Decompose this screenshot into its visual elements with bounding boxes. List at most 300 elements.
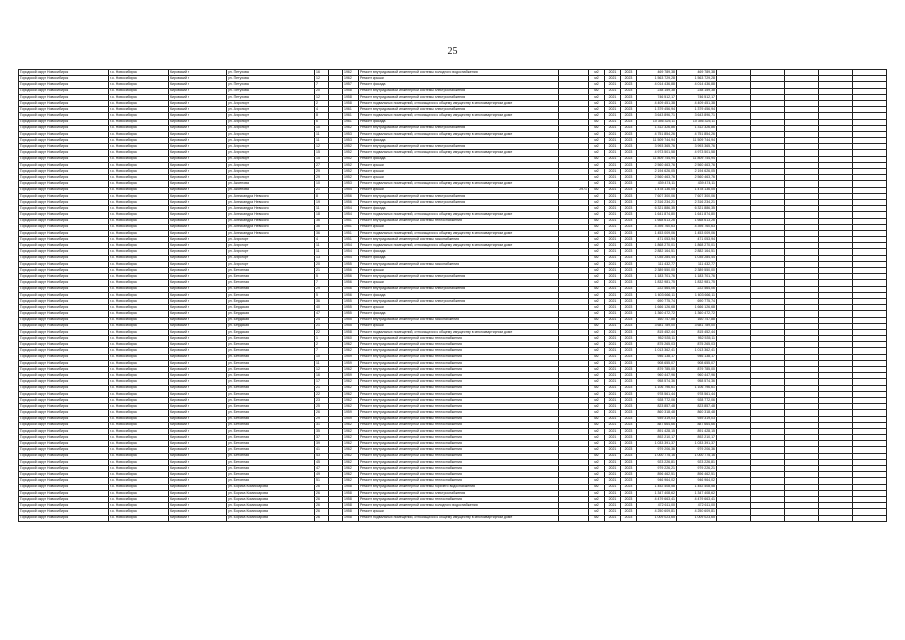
cell-total: 3 993 365,76 — [677, 144, 717, 150]
cell-region: Городской округ Новосибирск — [19, 175, 109, 181]
cell-total: 471 053,94 — [677, 237, 717, 243]
cell-work: Ремонт подвальных помещений, относящихся к общему имуществу в многоквартирном доме — [359, 113, 559, 119]
cell-end: 2023 — [621, 94, 637, 100]
cell-end: 2023 — [621, 348, 637, 354]
cell-unit: м2 — [589, 422, 605, 428]
cell-unit: м2 — [589, 428, 605, 434]
cell-start: 2021 — [605, 397, 621, 403]
cell-region: Городской округ Новосибирск — [19, 385, 109, 391]
cell-unit: м2 — [589, 100, 605, 106]
cell-city: г.о. Новосибирск — [109, 162, 169, 168]
cell-work: Ремонт внутридомовой инженерной системы электроснабжения — [359, 193, 559, 199]
cell-work: Ремонт внутридомовой инженерной системы газоснабжения — [359, 317, 559, 323]
cell-unit: м2 — [589, 416, 605, 422]
cell-year: 1956 — [343, 292, 359, 298]
cell-total: 2 316 234,21 — [677, 199, 717, 205]
cell-unit: м2 — [589, 379, 605, 385]
cell-street: ул. Петухова — [227, 88, 315, 94]
cell-start: 2021 — [605, 342, 621, 348]
cell-start: 2021 — [605, 391, 621, 397]
cell-start: 2021 — [605, 249, 621, 255]
cell-cost: 946 964,02 — [637, 478, 677, 484]
cell-district: Кировский г — [169, 472, 227, 478]
cell-street: ул. Бетонная — [227, 348, 315, 354]
cell-year: 1962 — [343, 453, 359, 459]
cell-total: 939 319,03 — [677, 416, 717, 422]
cell-city: г.о. Новосибирск — [109, 113, 169, 119]
cell-work: Ремонт внутридомовой инженерной системы теплоснабжения — [359, 428, 559, 434]
cell-district: Кировский г — [169, 169, 227, 175]
cell-house: 11 — [315, 243, 329, 249]
cell-cost: 1 868 270,01 — [637, 243, 677, 249]
cell-city: г.о. Новосибирск — [109, 100, 169, 106]
cell-house: 10 — [315, 125, 329, 131]
cell-district: Кировский г — [169, 261, 227, 267]
cell-house: 11 — [315, 131, 329, 137]
cell-house: 2 — [315, 342, 329, 348]
cell-year: 1962 — [343, 385, 359, 391]
cell-start: 2021 — [605, 385, 621, 391]
cell-total: 1 106 796,61 — [677, 385, 717, 391]
cell-street: ул. Петухова — [227, 82, 315, 88]
cell-cost: 4 973 501,58 — [637, 150, 677, 156]
cell-end: 2023 — [621, 317, 637, 323]
cell-unit: м2 — [589, 385, 605, 391]
cell-start: 2021 — [605, 503, 621, 509]
cell-district: Кировский г — [169, 292, 227, 298]
cell-region: Городской округ Новосибирск — [19, 416, 109, 422]
cell-unit: м2 — [589, 515, 605, 521]
cell-house: 8 — [315, 193, 329, 199]
cell-street: ул. Бетонная — [227, 416, 315, 422]
cell-work: Ремонт фасада — [359, 255, 559, 261]
cell-unit: м2 — [589, 317, 605, 323]
cell-cost: 2 560 463,76 — [637, 175, 677, 181]
cell-cost: 11 809 744,94 — [637, 156, 677, 162]
cell-total: 4 014 436,88 — [677, 82, 717, 88]
cell-street: ул. Аэропорт — [227, 131, 315, 137]
cell-year: 1954 — [343, 206, 359, 212]
cell-street: ул. Бетонная — [227, 280, 315, 286]
cell-street: ул. Бетонная — [227, 268, 315, 274]
cell-region: Городской округ Новосибирск — [19, 397, 109, 403]
cell-house: 19 — [315, 199, 329, 205]
cell-cost: 222 464,06 — [637, 286, 677, 292]
cell-work: Ремонт фасада — [359, 206, 559, 212]
cell-e2 — [751, 515, 785, 521]
cell-district: Кировский г — [169, 466, 227, 472]
cell-total: 1 035 284,44 — [677, 255, 717, 261]
cell-end: 2023 — [621, 435, 637, 441]
cell-street: ул. Бетонная — [227, 478, 315, 484]
cell-city: г.о. Новосибирск — [109, 280, 169, 286]
cell-work: Ремонт фасада — [359, 138, 559, 144]
cell-unit: м2 — [589, 354, 605, 360]
cell-region: Городской округ Новосибирск — [19, 76, 109, 82]
cell-cost: 4 014 436,88 — [637, 82, 677, 88]
cell-district: Кировский г — [169, 478, 227, 484]
cell-total: 979 226,21 — [677, 466, 717, 472]
cell-district: Кировский г — [169, 441, 227, 447]
cell-unit: м2 — [589, 156, 605, 162]
cell-end: 2023 — [621, 274, 637, 280]
cell-unit: м2 — [589, 119, 605, 125]
cell-district: Кировский г — [169, 503, 227, 509]
cell-work: Ремонт внутридомовой инженерной системы теплоснабжения — [359, 342, 559, 348]
cell-region: Городской округ Новосибирск — [19, 169, 109, 175]
cell-house: 29 — [315, 286, 329, 292]
cell-total: 11 509 744,94 — [677, 138, 717, 144]
cell-district: Кировский г — [169, 206, 227, 212]
cell-work: Ремонт внутридомовой инженерной системы теплоснабжения — [359, 397, 559, 403]
cell-city: г.о. Новосибирск — [109, 292, 169, 298]
cell-e4 — [819, 515, 853, 521]
cell-start: 2021 — [605, 82, 621, 88]
cell-district: Кировский г — [169, 268, 227, 274]
cell-street: ул. Аэропорт — [227, 119, 315, 125]
cell-end: 2023 — [621, 478, 637, 484]
cell-unit: м2 — [589, 453, 605, 459]
cell-end: 2023 — [621, 88, 637, 94]
cell-city: г.о. Новосибирск — [109, 237, 169, 243]
cell-house: 5 — [315, 274, 329, 280]
cell-year: 1959 — [343, 410, 359, 416]
cell-end: 2023 — [621, 311, 637, 317]
cell-year: 1962 — [343, 70, 359, 76]
cell-street: ул. Аэропорт — [227, 169, 315, 175]
cell-city: г.о. Новосибирск — [109, 496, 169, 502]
cell-region: Городской округ Новосибирск — [19, 206, 109, 212]
cell-cost: 7 607 300,06 — [637, 193, 677, 199]
cell-work: Ремонт внутридомовой инженерной системы электроснабжения — [359, 125, 559, 131]
cell-house: 5 — [315, 292, 329, 298]
cell-unit: м2 — [589, 342, 605, 348]
cell-district: Кировский г — [169, 354, 227, 360]
cell-total: 1 603 666,11 — [677, 292, 717, 298]
cell-city: г.о. Новосибирск — [109, 94, 169, 100]
cell-total: 875 265,03 — [677, 342, 717, 348]
cell-work: Ремонт внутридомовой инженерной системы теплоснабжения — [359, 416, 559, 422]
cell-region: Городской округ Новосибирск — [19, 354, 109, 360]
cell-cost: 1 312 326,86 — [637, 125, 677, 131]
cell-house: 51 — [315, 478, 329, 484]
cell-city: г.о. Новосибирск — [109, 230, 169, 236]
cell-street: ул. Бетонная — [227, 459, 315, 465]
cell-unit: м2 — [589, 280, 605, 286]
cell-district: Кировский г — [169, 187, 227, 193]
cell-district: Кировский г — [169, 435, 227, 441]
cell-year: 1954 — [343, 249, 359, 255]
cell-street: ул. Бердская — [227, 298, 315, 304]
cell-house: 12 — [315, 144, 329, 150]
cell-work: Ремонт подвальных помещений, относящихся к общему имуществу в многоквартирном доме — [359, 181, 559, 187]
cell-unit: м2 — [589, 237, 605, 243]
cell-house: 11 — [315, 206, 329, 212]
cell-work: Ремонт внутридомовой инженерной системы электроснабжения — [359, 298, 559, 304]
cell-cost: 875 265,03 — [637, 342, 677, 348]
cell-region: Городской округ Новосибирск — [19, 230, 109, 236]
cell-work: Ремонт крыши — [359, 323, 559, 329]
cell-street: ул. Бетонная — [227, 292, 315, 298]
cell-end: 2023 — [621, 70, 637, 76]
cell-start: 2021 — [605, 286, 621, 292]
cell-end: 2023 — [621, 323, 637, 329]
cell-cost: 958 574,36 — [637, 379, 677, 385]
cell-region: Городской округ Новосибирск — [19, 237, 109, 243]
cell-start: 2021 — [605, 88, 621, 94]
cell-city: г.о. Новосибирск — [109, 329, 169, 335]
cell-district: Кировский г — [169, 107, 227, 113]
cell-work: Ремонт внутридомовой инженерной системы газоснабжения — [359, 237, 559, 243]
cell-total: 928 772,06 — [677, 397, 717, 403]
cell-year: 1958 — [343, 515, 359, 521]
cell-house: 6 — [315, 119, 329, 125]
cell-district: Кировский г — [169, 243, 227, 249]
cell-work: Ремонт внутридомовой инженерной системы теплоснабжения — [359, 459, 559, 465]
cell-street: ул. Аксенова — [227, 181, 315, 187]
cell-total: 946 964,02 — [677, 478, 717, 484]
cell-city: г.о. Новосибирск — [109, 435, 169, 441]
cell-unit: м2 — [589, 373, 605, 379]
cell-district: Кировский г — [169, 447, 227, 453]
cell-total: 1 641 874,80 — [677, 212, 717, 218]
cell-total: 746 512,17 — [677, 94, 717, 100]
cell-region: Городской округ Новосибирск — [19, 131, 109, 137]
cell-cost: 1 641 874,80 — [637, 212, 677, 218]
cell-city: г.о. Новосибирск — [109, 175, 169, 181]
cell-work: Ремонт внутридомовой инженерной системы теплоснабжения — [359, 472, 559, 478]
cell-city: г.о. Новосибирск — [109, 515, 169, 521]
cell-city: г.о. Новосибирск — [109, 169, 169, 175]
cell-end: 2023 — [621, 255, 637, 261]
cell-district: Кировский г — [169, 138, 227, 144]
cell-end: 2023 — [621, 138, 637, 144]
cell-house: 23 — [315, 397, 329, 403]
cell-year: 1962 — [343, 342, 359, 348]
cell-district: Кировский г — [169, 100, 227, 106]
cell-work: Ремонт внутридомовой инженерной системы теплоснабжения — [359, 360, 559, 366]
cell-start: 2021 — [605, 472, 621, 478]
cell-start: 2021 — [605, 305, 621, 311]
cell-work: Ремонт внутридомовой инженерной системы теплоснабжения — [359, 336, 559, 342]
cell-unit: м2 — [589, 107, 605, 113]
cell-cost: 928 772,06 — [637, 397, 677, 403]
cell-city: г.о. Новосибирск — [109, 503, 169, 509]
cell-end: 2023 — [621, 329, 637, 335]
cell-start: 2021 — [605, 453, 621, 459]
cell-work: Ремонт внутридомовой инженерной системы электроснабжения — [359, 274, 559, 280]
cell-cost: 690 775,74 — [637, 298, 677, 304]
cell-start: 2021 — [605, 107, 621, 113]
cell-end: 2023 — [621, 336, 637, 342]
cell-city: г.о. Новосибирск — [109, 70, 169, 76]
cell-cost: 1 666 126,68 — [637, 305, 677, 311]
cell-unit: м2 — [589, 88, 605, 94]
cell-house: 26 — [315, 509, 329, 515]
cell-cost: 2 560 463,76 — [637, 162, 677, 168]
cell-total: 923 226,81 — [677, 459, 717, 465]
cell-house: 15 — [315, 150, 329, 156]
cell-cost: 1 360 472,72 — [637, 311, 677, 317]
cell-total: 4 973 501,58 — [677, 150, 717, 156]
cell-district: Кировский г — [169, 224, 227, 230]
cell-cost: 860 318,48 — [637, 410, 677, 416]
cell-cost: 11 509 744,94 — [637, 138, 677, 144]
cell-year: 1962 — [343, 125, 359, 131]
cell-region: Городской округ Новосибирск — [19, 150, 109, 156]
cell-total: 1 832 981,75 — [677, 280, 717, 286]
cell-city: г.о. Новосибирск — [109, 404, 169, 410]
cell-street: ул. Бетонная — [227, 447, 315, 453]
cell-street: ул. Александра Невского — [227, 199, 315, 205]
cell-work: Ремонт внутридомовой инженерной системы горячего водоснабжения — [359, 484, 559, 490]
cell-work: Ремонт фасада — [359, 119, 559, 125]
cell-year: 1959 — [343, 354, 359, 360]
cell-year: 1962 — [343, 379, 359, 385]
cell-city: г.о. Новосибирск — [109, 459, 169, 465]
cell-district: Кировский г — [169, 280, 227, 286]
cell-street: ул. Александра Невского — [227, 218, 315, 224]
cell-house: 47 — [315, 311, 329, 317]
cell-unit: м2 — [589, 94, 605, 100]
cell-year: 1962 — [343, 76, 359, 82]
cell-total: 860 318,48 — [677, 410, 717, 416]
cell-house: 11 — [315, 249, 329, 255]
cell-cost: 4 250 609,81 — [637, 509, 677, 515]
cell-year: 1958 — [343, 496, 359, 502]
cell-house: 41 — [315, 447, 329, 453]
cell-unit: м2 — [589, 329, 605, 335]
cell-start: 2021 — [605, 466, 621, 472]
cell-end: 2023 — [621, 472, 637, 478]
cell-end: 2023 — [621, 181, 637, 187]
cell-work: Ремонт внутридомовой инженерной системы электроснабжения — [359, 107, 559, 113]
cell-start: 2021 — [605, 243, 621, 249]
cell-region: Городской округ Новосибирск — [19, 422, 109, 428]
cell-house: 26 — [315, 496, 329, 502]
cell-cost: 6 321 886,35 — [637, 206, 677, 212]
cell-end: 2023 — [621, 162, 637, 168]
cell-district: Кировский г — [169, 329, 227, 335]
cell-unit: м2 — [589, 441, 605, 447]
cell-region: Городской округ Новосибирск — [19, 360, 109, 366]
cell-total: 979 206,36 — [677, 447, 717, 453]
cell-house: 26 — [315, 484, 329, 490]
cell-unit: м2 — [589, 224, 605, 230]
cell-district: Кировский г — [169, 144, 227, 150]
cell-district: Кировский г — [169, 218, 227, 224]
cell-start: 2021 — [605, 199, 621, 205]
cell-year: 1962 — [343, 466, 359, 472]
cell-cost: 1 563 729,28 — [637, 76, 677, 82]
cell-total: 1 868 270,01 — [677, 243, 717, 249]
table-row — [19, 515, 887, 521]
cell-year: 1956 — [343, 286, 359, 292]
cell-building — [329, 515, 343, 521]
cell-e1 — [717, 515, 751, 521]
cell-district: Кировский г — [169, 348, 227, 354]
cell-end: 2023 — [621, 286, 637, 292]
cell-cost: 939 319,03 — [637, 416, 677, 422]
cell-unit: м2 — [589, 410, 605, 416]
cell-unit: м2 — [589, 181, 605, 187]
cell-street: ул. Аэропорт — [227, 113, 315, 119]
cell-cost: 471 053,94 — [637, 237, 677, 243]
cell-street: ул. Бетонная — [227, 391, 315, 397]
cell-cost: 10 356 325,11 — [637, 119, 677, 125]
cell-district: Кировский г — [169, 385, 227, 391]
cell-region: Городской округ Новосибирск — [19, 478, 109, 484]
cell-city: г.о. Новосибирск — [109, 255, 169, 261]
cell-year: 1956 — [343, 274, 359, 280]
cell-cost: 979 206,36 — [637, 447, 677, 453]
cell-total: 879 785,00 — [677, 367, 717, 373]
cell-start: 2021 — [605, 150, 621, 156]
cell-work: Ремонт фасада — [359, 249, 559, 255]
cell-start: 2021 — [605, 422, 621, 428]
cell-house: 27 — [315, 162, 329, 168]
cell-end: 2023 — [621, 199, 637, 205]
cell-end: 2023 — [621, 206, 637, 212]
cell-cost: 4 395 760,63 — [637, 224, 677, 230]
cell-start: 2021 — [605, 447, 621, 453]
cell-cost: 923 226,81 — [637, 459, 677, 465]
cell-work: Ремонт внутридомовой инженерной системы теплоснабжения — [359, 441, 559, 447]
cell-street: ул. Бетонная — [227, 410, 315, 416]
cell-district: Кировский г — [169, 311, 227, 317]
cell-total: 160 747,88 — [677, 317, 717, 323]
cell-house: 36 — [315, 230, 329, 236]
cell-unit: м2 — [589, 150, 605, 156]
cell-total: 4 250 609,81 — [677, 509, 717, 515]
cell-start: 2021 — [605, 230, 621, 236]
cell-year: 1951 — [343, 230, 359, 236]
cell-district: Кировский г — [169, 391, 227, 397]
cell-city: г.о. Новосибирск — [109, 125, 169, 131]
cell-end: 2023 — [621, 107, 637, 113]
cell-end: 2023 — [621, 354, 637, 360]
cell-total: 1 000 775,16 — [677, 453, 717, 459]
cell-cost: 1 013 362,41 — [637, 348, 677, 354]
cell-cost: 1 347 408,62 — [637, 490, 677, 496]
cell-end: 2023 — [621, 342, 637, 348]
cell-year: 1958 — [343, 100, 359, 106]
cell-start: 2021 — [605, 509, 621, 515]
cell-house: 49 — [315, 472, 329, 478]
cell-work: Ремонт крыши — [359, 169, 559, 175]
cell-year: 1952 — [343, 150, 359, 156]
cell-year: 1961 — [343, 113, 359, 119]
cell-district: Кировский г — [169, 459, 227, 465]
cell-start: 2021 — [605, 131, 621, 137]
cell-region: Городской округ Новосибирск — [19, 268, 109, 274]
cell-total: 946 138,17 — [677, 354, 717, 360]
cell-city: г.о. Новосибирск — [109, 385, 169, 391]
cell-unit: м2 — [589, 131, 605, 137]
cell-house: 18 — [315, 212, 329, 218]
cell-year: 1953 — [343, 138, 359, 144]
cell-end: 2023 — [621, 416, 637, 422]
cell-total: 4 395 760,63 — [677, 224, 717, 230]
cell-start: 2021 — [605, 410, 621, 416]
cell-end: 2023 — [621, 484, 637, 490]
cell-house: 26 — [315, 515, 329, 521]
cell-region: Городской округ Новосибирск — [19, 459, 109, 465]
cell-work: Ремонт крыши — [359, 175, 559, 181]
cell-city: г.о. Новосибирск — [109, 478, 169, 484]
cell-end: 2023 — [621, 367, 637, 373]
cell-start: 2021 — [605, 113, 621, 119]
